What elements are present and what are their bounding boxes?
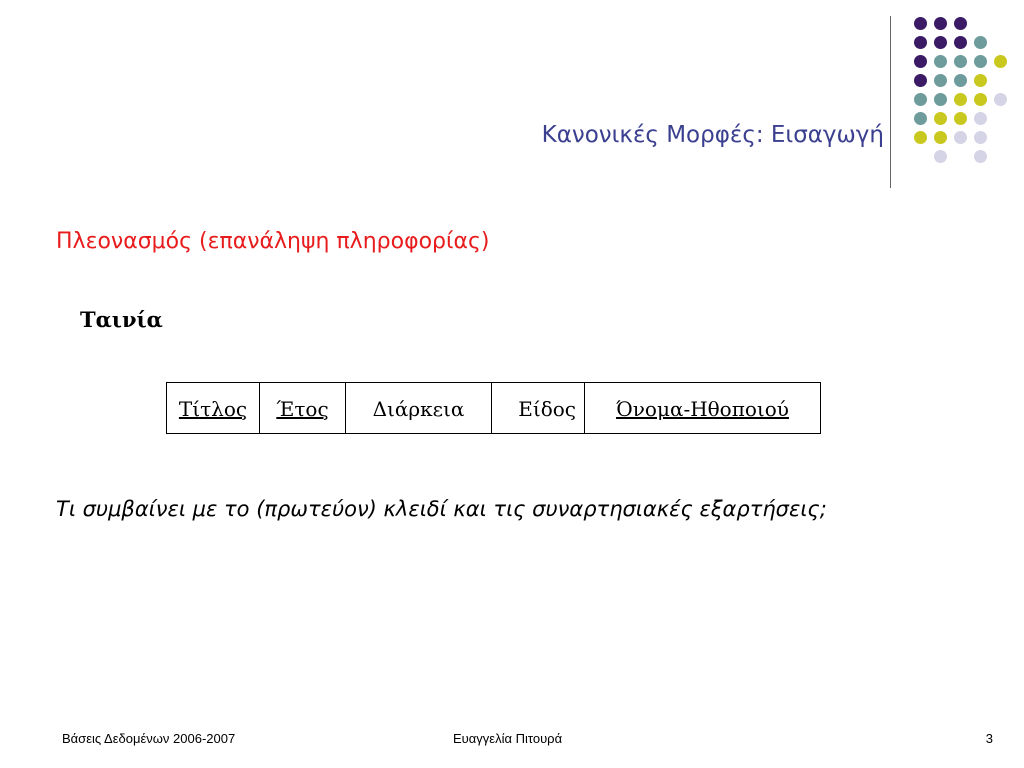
relation-schema-table [166,382,821,434]
decor-dot [914,55,927,68]
decor-dot [914,93,927,106]
decor-dot [954,17,967,30]
schema-attr-year: Έτος [276,397,329,421]
decor-dot [934,150,947,163]
decor-dot [974,131,987,144]
title-separator-line [890,16,891,188]
footer-author: Ευαγγελία Πιτουρά [453,731,563,746]
schema-cell-title [167,383,260,433]
decor-dot [994,55,1007,68]
footer-page-number: 3 [985,731,993,746]
decor-dot [934,55,947,68]
decor-dot [914,131,927,144]
decor-dot [934,36,947,49]
decor-dot [914,74,927,87]
schema-cell-year [260,383,346,433]
footer-course: Βάσεις Δεδομένων 2006-2007 [62,731,236,746]
decor-dot [974,74,987,87]
decor-dot [974,93,987,106]
schema-attr-duration: Διάρκεια [372,397,465,421]
decor-dot [954,74,967,87]
schema-attr-actor-name: Όνομα-Ηθοποιού [616,397,789,421]
decor-dot [954,131,967,144]
slide-question: Τι συμβαίνει με το (πρωτεύον) κλειδί και τις συναρτησιακές εξαρτήσεις; [56,497,827,521]
slide-subtitle: Πλεονασμός (επανάληψη πληροφορίας) [56,229,490,254]
relation-name: Ταινία [80,307,163,332]
decor-dot [954,93,967,106]
decor-dot [974,112,987,125]
decor-dot [974,36,987,49]
schema-cell-actor-name [585,383,820,433]
decor-dot [954,55,967,68]
decor-dot [934,112,947,125]
decor-dot [934,17,947,30]
schema-cell-genre [492,383,585,433]
decor-dot [934,93,947,106]
schema-attr-genre: Είδος [518,397,576,421]
decor-dot [914,17,927,30]
decor-dot [974,55,987,68]
schema-attr-title: Τίτλος [178,397,248,421]
decor-dot [934,131,947,144]
decor-dot [914,36,927,49]
decor-dot [974,150,987,163]
decor-dot [954,112,967,125]
schema-cell-duration [346,383,492,433]
decor-dot [994,93,1007,106]
decor-dot [934,74,947,87]
decor-dot [914,112,927,125]
slide-title: Κανονικές Μορφές: Εισαγωγή [541,122,884,148]
dot-grid-decoration [903,10,1003,170]
decor-dot [954,36,967,49]
